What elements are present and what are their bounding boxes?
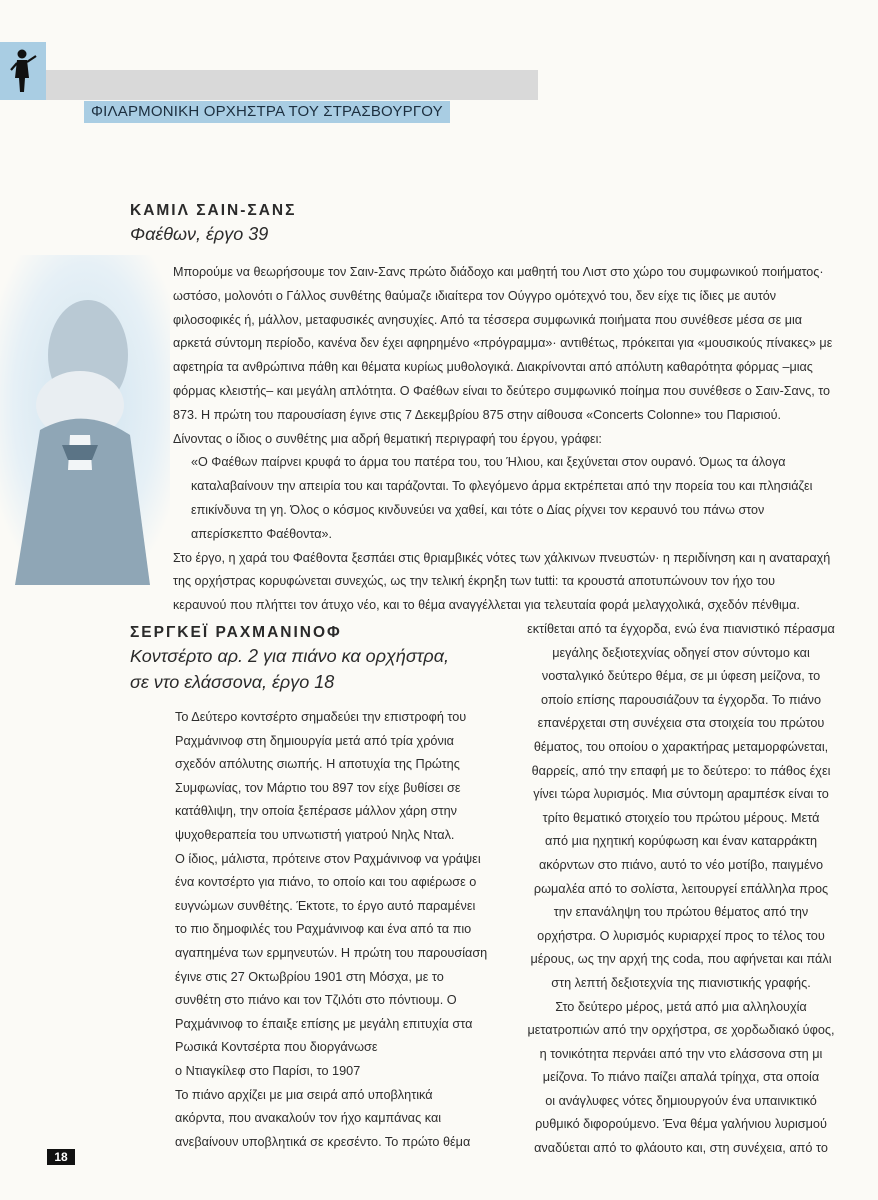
text-line: 873. Η πρώτη του παρουσίαση έγινε στις 7 Δεκεμβρίου 875 στην αίθουσα «Concerts Colonne» του Παρισιού.	[173, 407, 781, 422]
section2-right-column	[522, 618, 840, 1161]
text-line: συνθέτη στο πιάνο και τον Τζιλότι στο πόντιουμ. Ο	[175, 993, 457, 1008]
text-line: οποίο επίσης παρουσιάζουν τα έγχορδα. Το πιάνο	[540, 692, 822, 707]
work-title-concerto-line1: Κοντσέρτο αρ. 2 για πιάνο κα ορχήστρα,	[130, 646, 449, 666]
text-line: Ραχμάνινοφ στη δημιουργία μετά από τρία χρόνια	[175, 733, 454, 748]
text-line: κατάθλιψη, την οποία ξεπέρασε μάλλον χάρη στην	[175, 804, 458, 819]
work-title-concerto-line2: σε ντο ελάσσονα, έργο 18	[130, 672, 335, 692]
quote-line: επικίνδυνα τη γη. Όλος ο κόσμος κινδυνεύει να χαθεί, και τότε ο Δίας ρίχνει τον κεραυνό του πάνω στον	[191, 502, 765, 517]
text-line: αγαπημένα των ερμηνευτών. Η πρώτη του παρουσίαση	[175, 945, 488, 960]
text-line: έγινε στις 27 Οκτωβρίου 1901 στη Μόσχα, με το	[175, 969, 444, 984]
text-line: ρυθμικό διφορούμενο. Ένα θέμα γαλήνιου λυρισμού	[535, 1117, 827, 1132]
text-line: αρκετά σύντομη περίοδο, κανένα δεν έχει αφηρημένο «πρόγραμμα»· αντιθέτως, πρόκειται για «μουσικούς πίνακες» με	[173, 336, 833, 351]
text-line: το πιο δημοφιλές του Ραχμάνινοφ και ένα από τα πιο	[175, 922, 472, 937]
text-line: ακόρντα, που ανακαλούν τον ήχο καμπάνας και	[175, 1111, 442, 1126]
text-line: επανέρχεται στη συνέχεια στα στοιχεία του πρώτου	[537, 716, 825, 731]
text-line: την επανάληψη του πρώτου θέματος από την	[553, 905, 809, 920]
text-line: Ρωσικά Κοντσέρτα που διοργάνωσε	[175, 1040, 378, 1055]
text-line: στη λεπτή δεξιοτεχνία της πιανιστικής γραφής.	[551, 975, 811, 990]
quote-line: «Ο Φαέθων παίρνει κρυφά το άρμα του πατέρα του, του Ήλιου, και ξεχύνεται στον ουρανό. Όμως τα άλογα	[191, 455, 786, 470]
text-line: ωστόσο, μολονότι ο Γάλλος συνθέτης θαύμαζε ιδιαίτερα τον Ούγγρο ομότεχνό του, δεν είχε τις ίδιες με αυτόν	[173, 288, 777, 303]
text-line: εκτίθεται από τα έγχορδα, ενώ ένα πιανιστικό πέρασμα	[527, 622, 835, 636]
text-line: Στο δεύτερο μέρος, μετά από μια αλληλουχία	[555, 999, 807, 1014]
text-line: Συμφωνίας, τον Μάρτιο του 897 τον είχε βυθίσει σε	[175, 780, 461, 795]
text-line: ορχήστρα. Ο λυρισμός κυριαρχεί προς το τέλος του	[537, 928, 825, 943]
conductor-logo	[0, 42, 46, 100]
work-title-phaeton: Φαέθων, έργο 39	[130, 224, 269, 244]
conductor-icon	[8, 48, 38, 94]
text-line: ένα κοντσέρτο για πιάνο, το οποίο και του αφιέρωσε ο	[175, 875, 477, 890]
text-line: τρίτο θεματικό στοιχείο του πρώτου μέρους. Μετά	[542, 810, 820, 825]
text-line: μέρους, ως την αρχή της coda, που αφήνεται και πάλι	[530, 952, 832, 967]
text-line: γίνει τώρα λυρισμός. Μια σύντομη αραμπέσκ είναι το	[533, 787, 829, 802]
text-line: αναδύεται από το φλάουτο και, στη συνέχεια, από το	[534, 1141, 828, 1156]
portrait-saint-saens	[0, 255, 170, 585]
text-line: Το Δεύτερο κοντσέρτο σημαδεύει την επιστροφή του	[175, 710, 467, 724]
header-band	[46, 70, 538, 100]
text-line: Ο ίδιος, μάλιστα, πρότεινε στον Ραχμάνινοφ να γράψει	[175, 851, 481, 866]
text-line: μεγάλης δεξιοτεχνίας οδηγεί στον σύντομο και	[552, 645, 810, 660]
text-line: της ορχήστρας κορυφώνεται συνεχώς, ως την τελική έκρηξη των tutti: τα κρουστά αποτυπώνουν τον ήχο του	[173, 574, 776, 589]
text-line: ρωμαλέα από το σολίστα, λειτουργεί επάλληλα προς	[533, 881, 829, 896]
text-line: οι ανάγλυφες νότες δημιουργούν ένα υπαινικτικό	[545, 1093, 817, 1108]
text-line: Στο έργο, η χαρά του Φαέθοντα ξεσπάει στις θριαμβικές νότες των χάλκινων πνευστών· η περιδίνηση και η αναταραχή	[173, 550, 831, 565]
text-line: ευγνώμων συνθέτης. Έκτοτε, το έργο αυτό παραμένει	[175, 898, 476, 913]
text-line: μετατροπιών από την ορχήστρα, σε χορδωδιακό ύφος,	[527, 1023, 835, 1038]
text-line: φιλοσοφικές ή, μάλλον, μεταφυσικές ανησυχίες. Από τα τέσσερα συμφωνικά ποιήματα που συνέθεσε μέσα σε μια	[173, 312, 803, 327]
composer-heading-rachmaninoff: ΣΕΡΓΚΕΪ ΡΑΧΜΑΝΙΝΟΦ	[130, 624, 342, 641]
text-line: από μια ηχητική κορύφωση και έναν καταρράκτη	[544, 834, 818, 849]
text-line: αφετηρία τα ανθρώπινα πάθη και θέματα κυρίως μυθολογικά. Διακρίνονται από απόλυτη καθαρότητα φόρμας –μιας	[173, 360, 813, 375]
text-line: ψυχοθεραπεία του υπνωτιστή γιατρού Νηλς Νταλ.	[175, 827, 455, 842]
text-line: μείζονα. Το πιάνο παίζει απαλά τρίηχα, στα οποία	[542, 1070, 820, 1085]
section1-body	[173, 261, 832, 618]
quote-line: απερίσκεπτο Φαέθοντα».	[191, 526, 333, 541]
text-line: Το πιάνο αρχίζει με μια σειρά από υποβλητικά	[175, 1087, 433, 1102]
text-line: ανεβαίνουν υποβλητικά σε κρεσέντο. Το πρώτο θέμα	[175, 1134, 471, 1149]
text-line: ακόρντων στο πιάνο, αυτό το νέο μοτίβο, παιγμένο	[538, 857, 824, 872]
quote-line: καταλαβαίνουν την απειρία του και ταράζονται. Το φλεγόμενο άρμα εκτρέπεται από την πορεία του και πλησιάζει	[191, 479, 813, 494]
text-line: Μπορούμε να θεωρήσουμε τον Σαιν-Σανς πρώτο διάδοχο και μαθητή του Λιστ στο χώρο του συμφωνικού ποιήματος·	[173, 265, 824, 279]
text-line: θέματος, του οποίου ο χαρακτήρας μεταμορφώνεται,	[533, 739, 829, 754]
page-number: 18	[47, 1149, 75, 1165]
text-line: Δίνοντας ο ίδιος ο συνθέτης μια αδρή θεματική περιγραφή του έργου, γράφει:	[173, 431, 602, 446]
text-line: νοσταλγικό δεύτερο θέμα, σε μι ύφεση μείζονα, το	[541, 669, 821, 684]
orchestra-title: ΦΙΛΑΡΜΟΝΙΚΗ ΟΡΧΗΣΤΡΑ ΤΟΥ ΣΤΡΑΣΒΟΥΡΓΟΥ	[84, 101, 450, 123]
text-line: θαρρείς, από την επαφή με το δεύτερο: το πάθος έχει	[531, 763, 831, 778]
text-line: ο Ντιαγκίλεφ στο Παρίσι, το 1907	[175, 1063, 361, 1078]
text-line: φόρμας κλειστής– και μεγάλη απλότητα. Ο Φαέθων είναι το δεύτερο συμφωνικό ποίημα που συνέθεσε ο Σαιν-Σανς, το	[173, 383, 830, 398]
text-line: Ραχμάνινοφ το έπαιξε επίσης με μεγάλη επιτυχία στα	[175, 1016, 473, 1031]
section2-left-column	[175, 706, 487, 1154]
composer-heading-saint-saens: ΚΑΜΙΛ ΣΑΙΝ-ΣΑΝΣ	[130, 202, 297, 219]
text-line: κεραυνού που πλήττει τον άτυχο νέο, και το θέμα αναγγέλλεται για τελευταία φορά μελαγχολικά, σχεδόν πένθιμα.	[173, 598, 800, 613]
text-line: σχεδόν απόλυτης σιωπής. Η αποτυχία της Πρώτης	[175, 757, 460, 772]
text-line: η τονικότητα περνάει από την ντο ελάσσονα στη μι	[539, 1046, 823, 1061]
